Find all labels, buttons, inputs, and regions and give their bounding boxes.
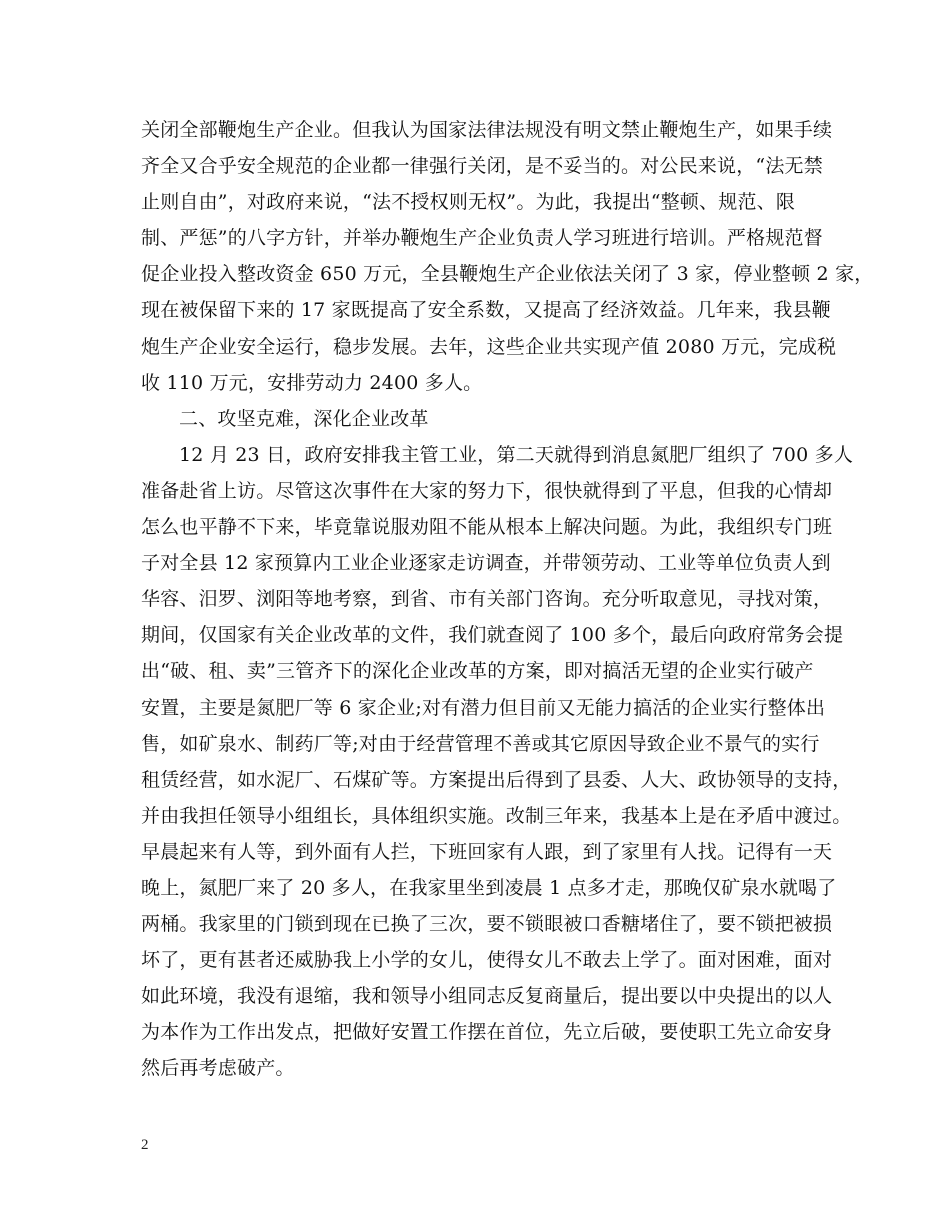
text-line: 齐全又合乎安全规范的企业都一律强行关闭，是不妥当的。对公民来说，“法无禁 bbox=[141, 155, 823, 178]
text-line: 子对全县 12 家预算内工业企业逐家走访调查，并带领劳动、工业等单位负责人到 bbox=[141, 552, 831, 575]
text-line: 炮生产企业安全运行，稳步发展。去年，这些企业共实现产值 2080 万元，完成税 bbox=[141, 335, 837, 358]
text-line: 12 月 23 日，政府安排我主管工业，第二天就得到消息氮肥厂组织了 700 多人 bbox=[179, 443, 854, 466]
text-line: 然后再考虑破产。 bbox=[141, 1057, 295, 1080]
text-line: 售，如矿泉水、制药厂等;对由于经营管理不善或其它原因导致企业不景气的实行 bbox=[141, 732, 820, 755]
text-line: 为本作为工作出发点，把做好安置工作摆在首位，先立后破，要使职工先立命安身 bbox=[141, 1021, 833, 1044]
text-line: 止则自由”，对政府来说，“法不授权则无权”。为此，我提出“整顿、规范、限 bbox=[141, 191, 796, 214]
text-line: 并由我担任领导小组组长，具体组织实施。改制三年来，我基本上是在矛盾中渡过。 bbox=[141, 804, 852, 827]
text-line: 关闭全部鞭炮生产企业。但我认为国家法律法规没有明文禁止鞭炮生产，如果手续 bbox=[141, 119, 833, 141]
text-line: 租赁经营，如水泥厂、石煤矿等。方案提出后得到了县委、人大、政协领导的支持， bbox=[141, 768, 852, 791]
body-text bbox=[141, 112, 874, 1087]
text-line: 促企业投入整改资金 650 万元，全县鞭炮生产企业依法关闭了 3 家，停业整顿 2 家， bbox=[141, 263, 874, 286]
text-line: 出“破、租、卖”三管齐下的深化企业改革的方案，即对搞活无望的企业实行破产 bbox=[141, 660, 814, 683]
text-line: 早晨起来有人等，到外面有人拦，下班回家有人跟，到了家里有人找。记得有一天 bbox=[141, 840, 833, 863]
text-line: 期间，仅国家有关企业改革的文件，我们就查阅了 100 多个，最后向政府常务会提 bbox=[141, 624, 844, 647]
text-line: 二、攻坚克难，深化企业改革 bbox=[179, 407, 429, 430]
text-line: 两桶。我家里的门锁到现在已换了三次，要不锁眼被口香糖堵住了，要不锁把被损 bbox=[141, 913, 833, 936]
text-line: 怎么也平静不下来，毕竟靠说服劝阻不能从根本上解决问题。为此，我组织专门班 bbox=[141, 516, 833, 539]
text-line: 晚上，氮肥厂来了 20 多人，在我家里坐到凌晨 1 点多才走，那晚仅矿泉水就喝了 bbox=[141, 876, 837, 899]
page-number: 2 bbox=[141, 1137, 149, 1153]
text-line: 安置，主要是氮肥厂等 6 家企业;对有潜力但目前又无能力搞活的企业实行整体出 bbox=[141, 696, 826, 719]
text-line: 准备赴省上访。尽管这次事件在大家的努力下，很快就得到了平息，但我的心情却 bbox=[141, 479, 833, 502]
text-line: 如此环境，我没有退缩，我和领导小组同志反复商量后，提出要以中央提出的以人 bbox=[141, 985, 833, 1008]
text-line: 现在被保留下来的 17 家既提高了安全系数，又提高了经济效益。几年来，我县鞭 bbox=[141, 299, 831, 322]
text-line: 收 110 万元，安排劳动力 2400 多人。 bbox=[141, 371, 483, 394]
text-line: 华容、汨罗、浏阳等地考察，到省、市有关部门咨询。充分听取意见，寻找对策， bbox=[141, 588, 833, 611]
text-line: 坏了，更有甚者还威胁我上小学的女儿，使得女儿不敢去上学了。面对困难，面对 bbox=[141, 949, 833, 972]
text-line: 制、严惩”的八字方针，并举办鞭炮生产企业负责人学习班进行培训。严格规范督 bbox=[141, 227, 823, 250]
